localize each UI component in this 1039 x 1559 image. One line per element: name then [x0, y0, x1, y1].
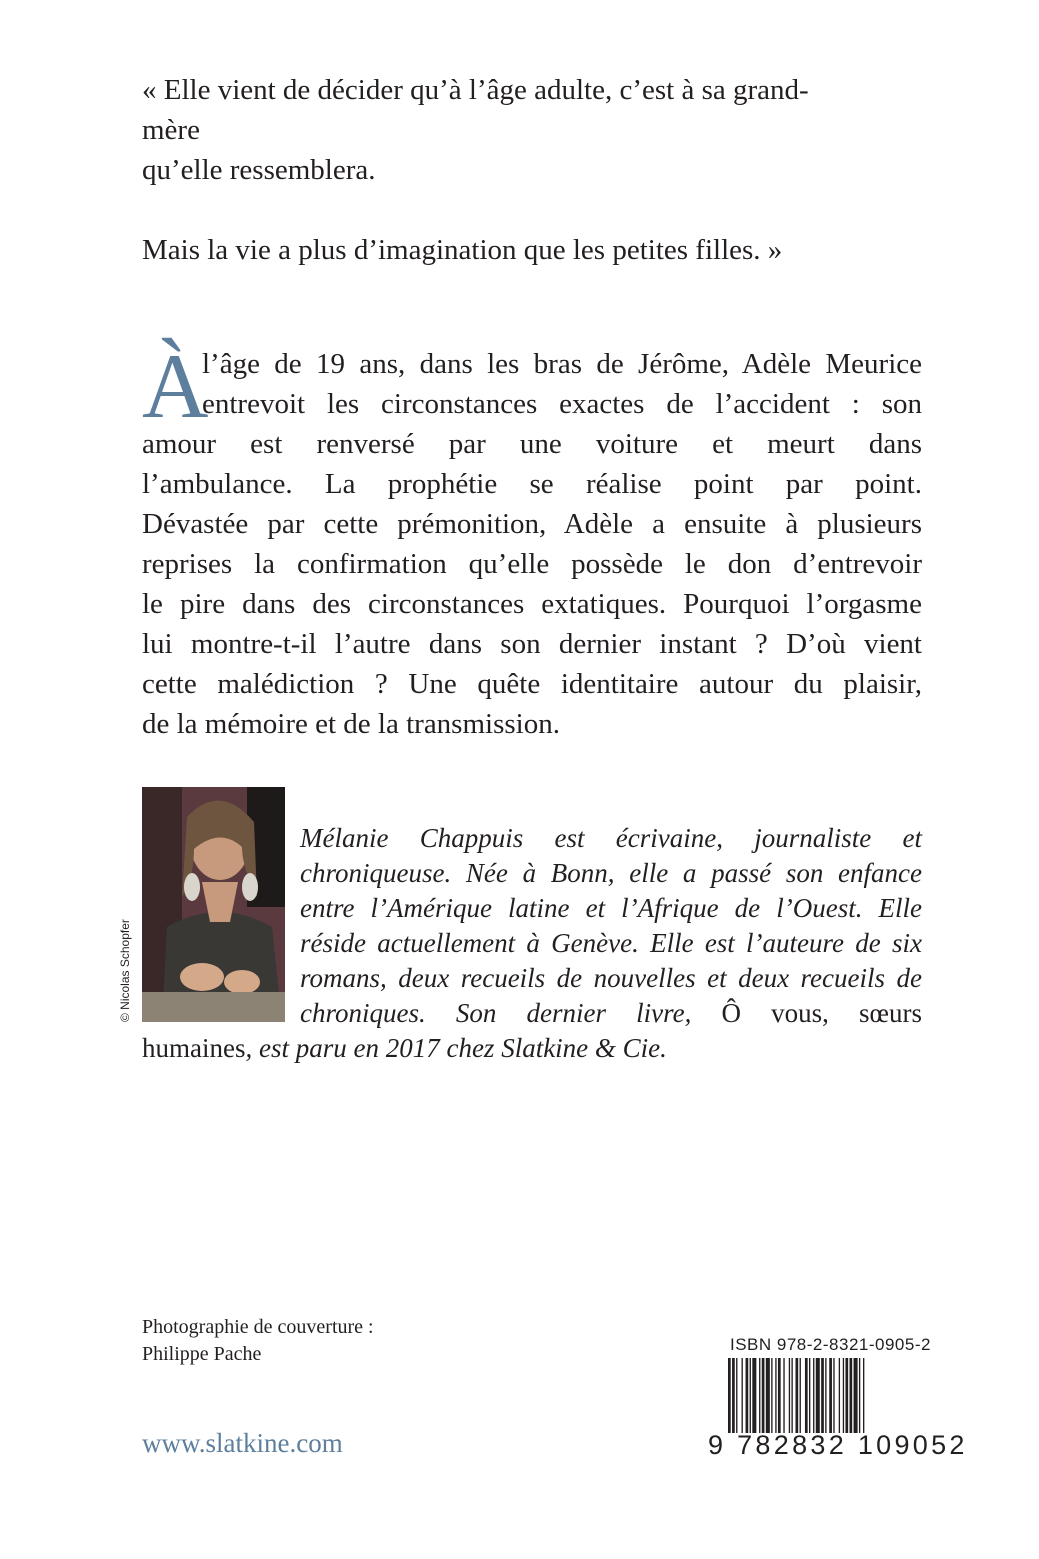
- book-title: Ô vous, sœurs: [721, 998, 922, 1028]
- barcode-bar: [859, 1358, 860, 1433]
- barcode-bar: [816, 1358, 820, 1433]
- synopsis-line: lui montre-t-il l’autre dans son dernier instant ? D’où vient: [142, 628, 922, 660]
- barcode-bar: [800, 1358, 801, 1433]
- barcode-bar: [791, 1358, 792, 1433]
- synopsis-line: le pire dans des circonstances extatiques. Pourquoi l’orgasme: [142, 588, 922, 620]
- bio-line: romans, deux recueils de nouvelles et deux recueils de: [300, 963, 922, 993]
- barcode-bar: [746, 1358, 749, 1433]
- epigraph-quote: [142, 70, 924, 270]
- barcode-bar: [783, 1358, 784, 1433]
- barcode-bar: [850, 1358, 853, 1433]
- publisher-website[interactable]: www.slatkine.com: [142, 1428, 343, 1458]
- synopsis-line: entrevoit les circonstances exactes de l’accident : son: [202, 388, 922, 420]
- barcode-bar: [825, 1358, 826, 1433]
- barcode-bar: [778, 1358, 781, 1433]
- barcode-bar: [843, 1358, 844, 1433]
- barcode-bar: [821, 1358, 824, 1433]
- cover-photo-credit: [142, 1314, 374, 1368]
- barcode-bar: [732, 1358, 735, 1433]
- barcode-bar: [796, 1358, 799, 1433]
- barcode-bar: [771, 1358, 772, 1433]
- quote-line-4: Mais la vie a plus d’imagination que les petites filles. »: [142, 234, 783, 266]
- synopsis-line: Dévastée par cette prémonition, Adèle a ensuite à plusieurs: [142, 508, 922, 540]
- quote-line-3: qu’elle ressemblera.: [142, 154, 376, 186]
- bio-line: Mélanie Chappuis est écrivaine, journaliste et: [300, 823, 922, 853]
- bio-line: chroniqueuse. Née à Bonn, elle a passé son enfance: [300, 858, 922, 888]
- synopsis-line: l’âge de 19 ans, dans les bras de Jérôme, Adèle Meurice: [202, 348, 922, 380]
- barcode-bar: [854, 1358, 858, 1433]
- bio-line: [142, 996, 922, 1031]
- barcode-bar: [728, 1358, 731, 1433]
- quote-line-2: mère: [142, 114, 200, 146]
- isbn-text: ISBN 978-2-8321-0905-2: [730, 1335, 931, 1354]
- synopsis-line: reprises la confirmation qu’elle possède le don d’entrevoir: [142, 548, 922, 580]
- barcode-bar: [863, 1358, 864, 1433]
- barcode-bar: [789, 1358, 790, 1433]
- barcode-bar: [759, 1358, 760, 1433]
- bio-line: [142, 1031, 922, 1066]
- synopsis-line: cette malédiction ? Une quête identitaire autour du plaisir,: [142, 668, 922, 700]
- synopsis-paragraph: [142, 344, 922, 744]
- cover-photo-label: Photographie de couverture :: [142, 1316, 374, 1338]
- barcode-bar: [775, 1358, 776, 1433]
- quote-line-1: « Elle vient de décider qu’à l’âge adulte, c’est à sa grand-: [142, 74, 809, 106]
- barcode-bar: [829, 1358, 832, 1433]
- book-title-end: humaines: [142, 1033, 246, 1063]
- barcode-number: 9 782832 109052: [708, 1430, 968, 1460]
- synopsis-line: l’ambulance. La prophétie se réalise point par point.: [142, 468, 922, 500]
- barcode-icon: [728, 1358, 923, 1433]
- barcode-bar: [809, 1358, 810, 1433]
- barcode-bar: [813, 1358, 814, 1433]
- barcode-bar: [762, 1358, 765, 1433]
- bio-line-6-italic: chroniques. Son dernier livre,: [300, 998, 722, 1028]
- photo-credit: © Nicolas Schopfer: [118, 919, 132, 1022]
- bio-line: entre l’Amérique latine et l’Afrique de l’Ouest. Elle: [300, 893, 922, 923]
- barcode-bar: [839, 1358, 840, 1433]
- synopsis-line: de la mémoire et de la transmission.: [142, 708, 560, 740]
- bio-line: réside actuellement à Genève. Elle est l’auteure de six: [300, 928, 922, 958]
- synopsis-line: amour est renversé par une voiture et meurt dans: [142, 428, 922, 460]
- barcode-bar: [742, 1358, 743, 1433]
- cover-photo-name: Philippe Pache: [142, 1343, 262, 1365]
- barcode-bar: [750, 1358, 751, 1433]
- author-bio: [142, 821, 922, 1066]
- barcode-bar: [845, 1358, 848, 1433]
- barcode-bar: [752, 1358, 756, 1433]
- barcode-bar: [736, 1358, 737, 1433]
- barcode-bar: [805, 1358, 808, 1433]
- barcode-bar: [766, 1358, 770, 1433]
- barcode-bar: [833, 1358, 834, 1433]
- bio-line-7-italic: , est paru en 2017 chez Slatkine & Cie.: [245, 1033, 667, 1063]
- drop-cap: À: [142, 335, 209, 437]
